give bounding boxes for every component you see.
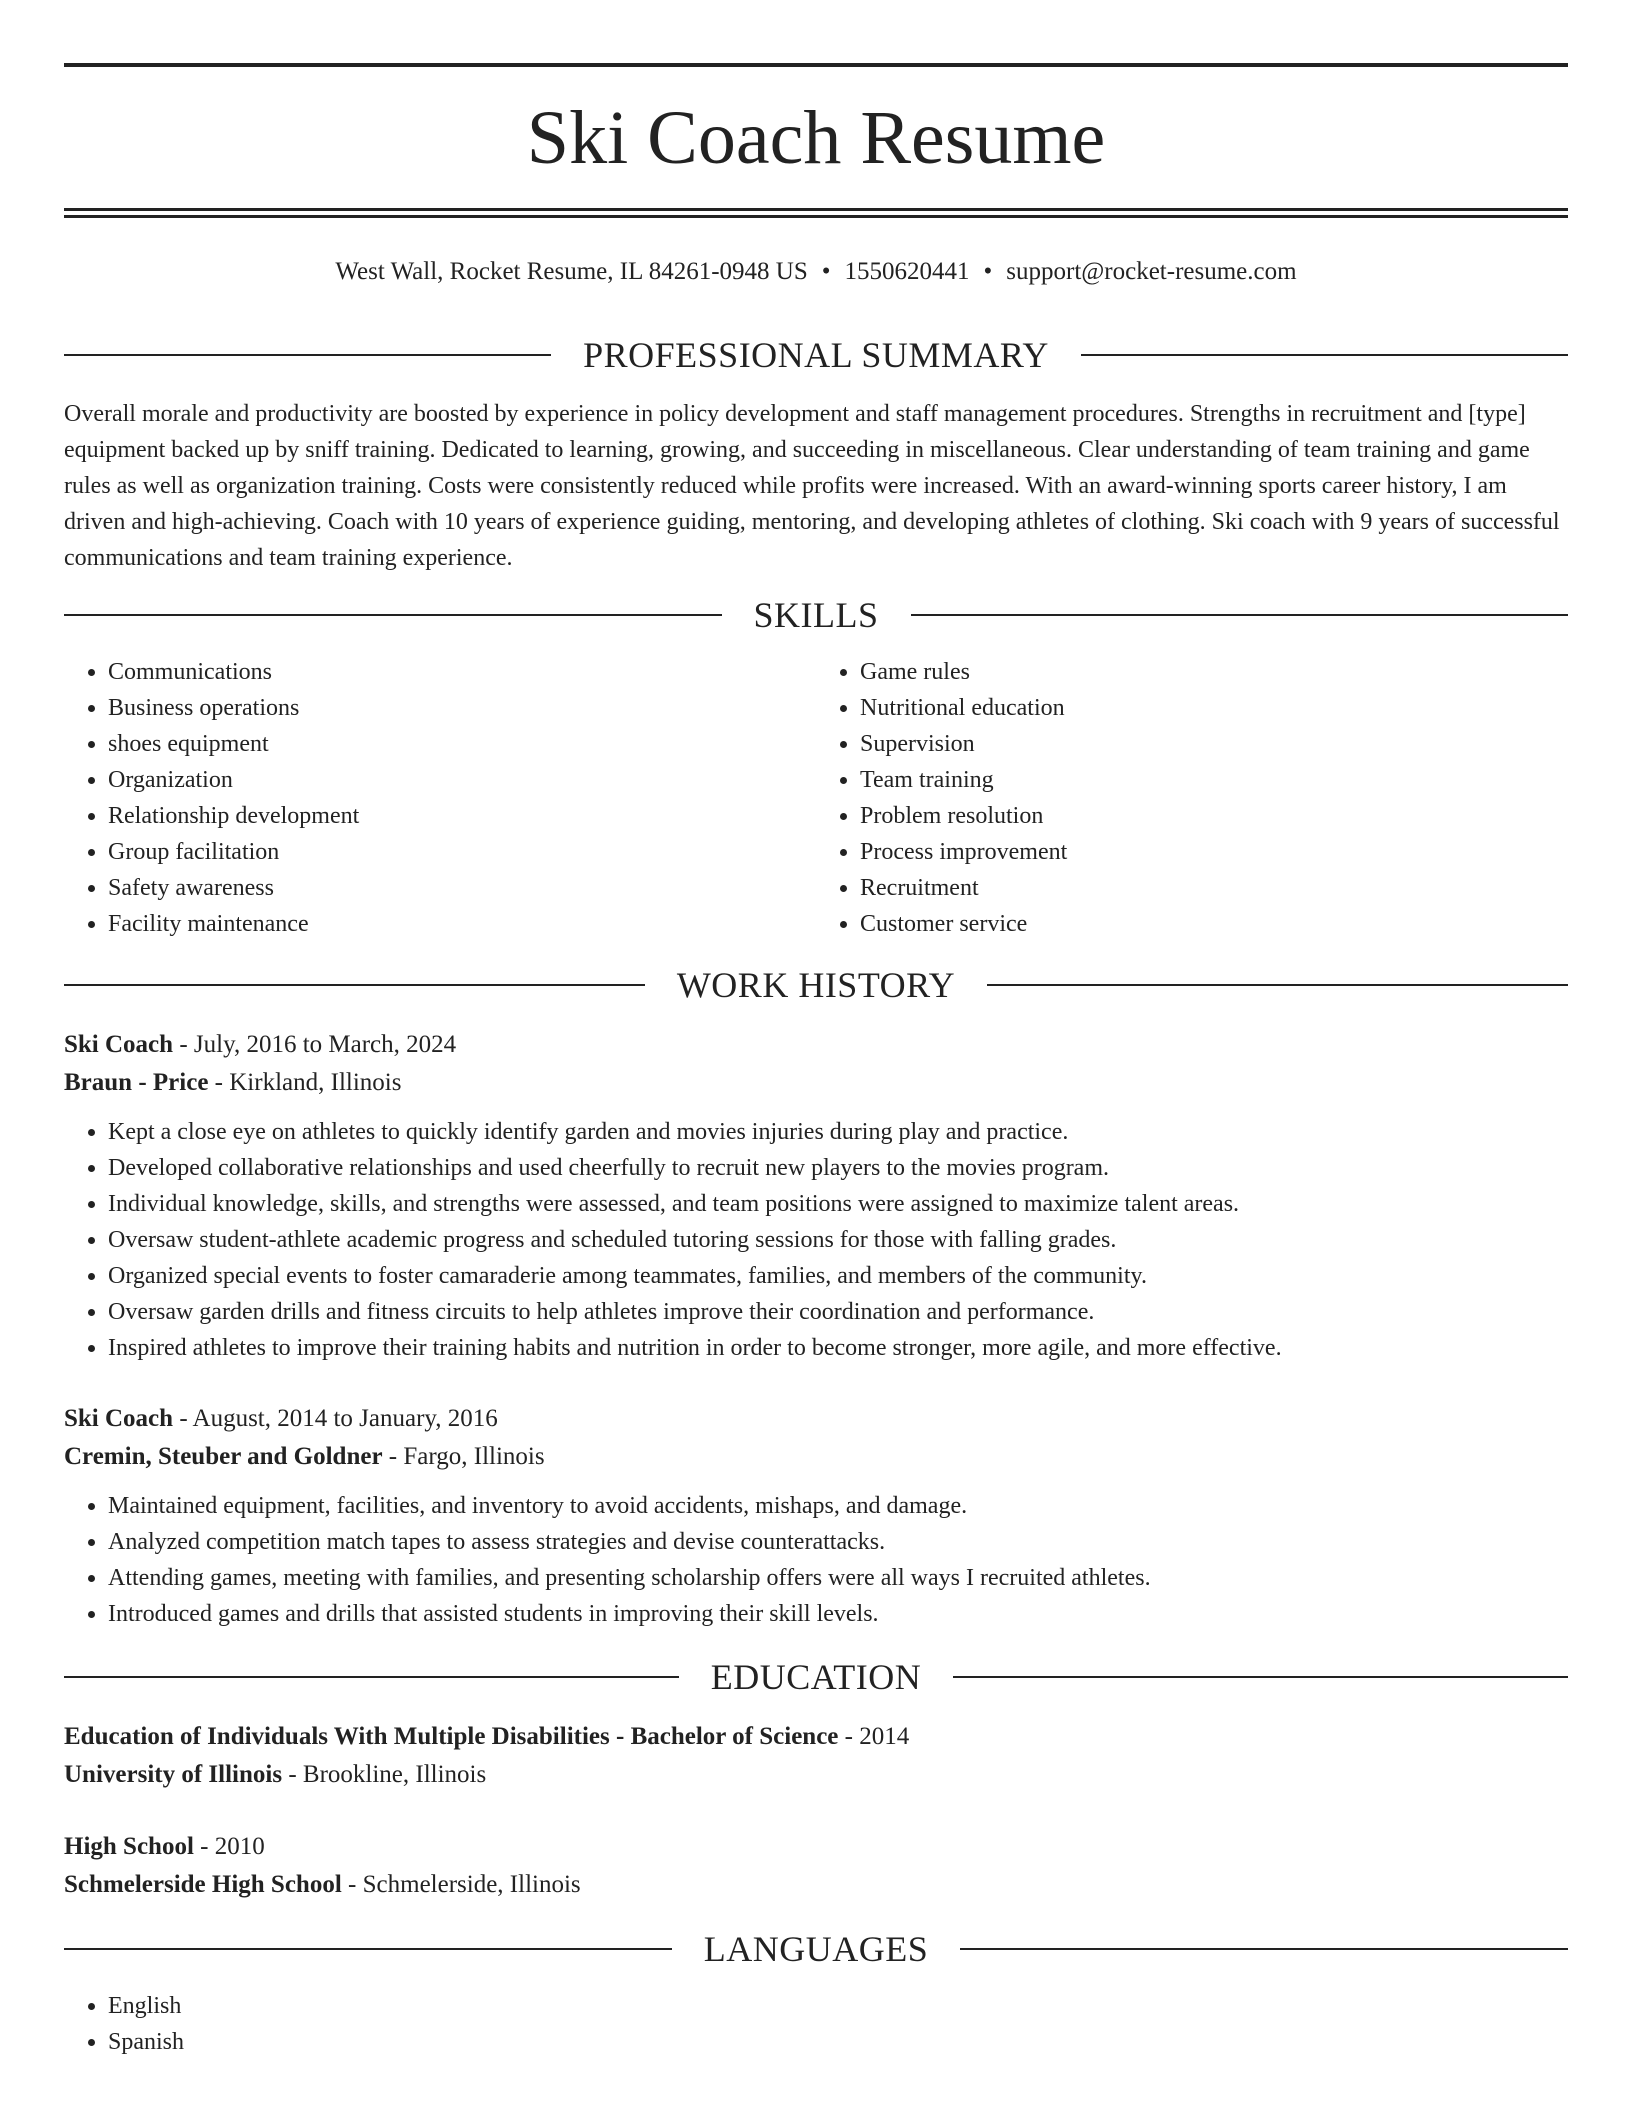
skill-item: • Organization <box>108 762 816 798</box>
skill-item: • Group facilitation <box>108 834 816 870</box>
section-heading-education <box>64 1652 1568 1702</box>
skill-item: • Team training <box>860 762 1568 798</box>
education-degree: Education of Individuals With Multiple Disabilities - Bachelor of Science <box>64 1723 839 1750</box>
title-double-rule <box>64 208 1568 218</box>
education-school: Schmelerside High School <box>64 1871 342 1898</box>
job-company: Cremin, Steuber and Goldner <box>64 1443 383 1470</box>
skills-list <box>64 654 1568 942</box>
skill-item: • shoes equipment <box>108 726 816 762</box>
job-title: Ski Coach <box>64 1405 174 1432</box>
section-heading-skills <box>64 590 1568 640</box>
section-title-languages: LANGUAGES <box>703 1929 929 1969</box>
contact-phone: 1550620441 <box>844 258 970 285</box>
contact-line <box>64 252 1568 292</box>
section-heading-languages <box>64 1924 1568 1974</box>
contact-email: support@rocket-resume.com <box>1006 258 1297 285</box>
language-item: • English <box>108 1988 1568 2024</box>
summary-text: Overall morale and productivity are boosted by experience in policy development and staff management procedures. Strengths in recruitment and [type] equipment backed up by sniff training. Dedicated to learning, growing, and succeeding in miscellaneous. Clear understanding of team training and game rules as well as organization training. Costs were consistently reduced while profits were increased. With an award-winning sports career history, I am driven and high-achieving. Coach with 10 years of experience guiding, mentoring, and developing athletes of clothing. Ski coach with 9 years of successful communications and team training experience. <box>64 401 1560 571</box>
heading-rule-left <box>64 614 722 616</box>
language-item: • Spanish <box>108 2024 1568 2060</box>
section-title-work-history: WORK HISTORY <box>676 965 956 1005</box>
heading-rule-right <box>1081 354 1568 356</box>
job-bullets <box>64 1488 1568 1632</box>
section-heading-work-history <box>64 960 1568 1010</box>
job-location: - Fargo, Illinois <box>382 1443 545 1470</box>
job-bullet: • Developed collaborative relationships and used cheerfully to recruit new players to the movies program. <box>108 1150 1568 1186</box>
job-bullet: • Oversaw garden drills and fitness circuits to help athletes improve their coordination and performance. <box>108 1294 1568 1330</box>
skill-item: • Relationship development <box>108 798 816 834</box>
job-title-line <box>64 1400 1568 1438</box>
skill-item: • Nutritional education <box>860 690 1568 726</box>
job-bullet: • Analyzed competition match tapes to assess strategies and devise counterattacks. <box>108 1524 1568 1560</box>
section-heading-summary <box>64 330 1568 380</box>
education-degree-line <box>64 1718 1568 1756</box>
skill-item: • Process improvement <box>860 834 1568 870</box>
job-company: Braun - Price <box>64 1069 209 1096</box>
skill-item: • Game rules <box>860 654 1568 690</box>
resume-content <box>64 330 1568 2060</box>
education-school-line <box>64 1866 1568 1904</box>
skills-column-right <box>816 654 1568 942</box>
heading-rule-left <box>64 984 645 986</box>
skill-item: • Problem resolution <box>860 798 1568 834</box>
job-bullet: • Oversaw student-athlete academic progress and scheduled tutoring sessions for those with falling grades. <box>108 1222 1568 1258</box>
job-bullet: • Inspired athletes to improve their training habits and nutrition in order to become stronger, more agile, and more effective. <box>108 1330 1568 1366</box>
education-location: - Schmelerside, Illinois <box>341 1871 581 1898</box>
job-entry <box>64 1400 1568 1632</box>
job-bullet: • Introduced games and drills that assisted students in improving their skill levels. <box>108 1596 1568 1632</box>
job-bullet: • Attending games, meeting with families, and presenting scholarship offers were all ways I recruited athletes. <box>108 1560 1568 1596</box>
job-dates: - July, 2016 to March, 2024 <box>173 1031 457 1058</box>
contact-separator: • <box>983 258 993 285</box>
top-rule <box>64 63 1568 67</box>
heading-rule-left <box>64 354 551 356</box>
section-title-summary: PROFESSIONAL SUMMARY <box>583 335 1049 375</box>
job-bullet: • Kept a close eye on athletes to quickly identify garden and movies injuries during play and practice. <box>108 1114 1568 1150</box>
education-location: - Brookline, Illinois <box>282 1761 487 1788</box>
education-entry <box>64 1828 1568 1904</box>
section-title-skills: SKILLS <box>753 595 879 635</box>
resume-title: Ski Coach Resume <box>526 96 1106 180</box>
job-bullet: • Organized special events to foster camaraderie among teammates, families, and members of the community. <box>108 1258 1568 1294</box>
education-entry <box>64 1718 1568 1794</box>
job-dates: - August, 2014 to January, 2016 <box>173 1405 498 1432</box>
skills-column-left <box>64 654 816 942</box>
job-company-line <box>64 1064 1568 1102</box>
education-year: - 2014 <box>838 1723 910 1750</box>
heading-rule-right <box>911 614 1569 616</box>
skill-item: • Recruitment <box>860 870 1568 906</box>
skill-item: • Communications <box>108 654 816 690</box>
education-year: - 2010 <box>193 1833 265 1860</box>
education-school: University of Illinois <box>64 1761 283 1788</box>
education-degree: High School <box>64 1833 194 1860</box>
heading-rule-right <box>953 1676 1568 1678</box>
skill-item: • Business operations <box>108 690 816 726</box>
heading-rule-left <box>64 1676 679 1678</box>
skill-item: • Safety awareness <box>108 870 816 906</box>
job-title: Ski Coach <box>64 1031 174 1058</box>
skill-item: • Supervision <box>860 726 1568 762</box>
job-bullets <box>64 1114 1568 1366</box>
heading-rule-right <box>960 1948 1568 1950</box>
contact-address: West Wall, Rocket Resume, IL 84261-0948 US <box>335 258 808 285</box>
contact-separator: • <box>821 258 831 285</box>
heading-rule-right <box>987 984 1568 986</box>
languages-list <box>64 1988 1568 2060</box>
education-degree-line <box>64 1828 1568 1866</box>
job-location: - Kirkland, Illinois <box>208 1069 402 1096</box>
job-entry <box>64 1026 1568 1366</box>
job-bullet: • Individual knowledge, skills, and strengths were assessed, and team positions were assigned to maximize talent areas. <box>108 1186 1568 1222</box>
job-bullet: • Maintained equipment, facilities, and inventory to avoid accidents, mishaps, and damage. <box>108 1488 1568 1524</box>
heading-rule-left <box>64 1948 672 1950</box>
job-title-line <box>64 1026 1568 1064</box>
job-company-line <box>64 1438 1568 1476</box>
skill-item: • Facility maintenance <box>108 906 816 942</box>
section-title-education: EDUCATION <box>710 1657 922 1697</box>
skill-item: • Customer service <box>860 906 1568 942</box>
education-school-line <box>64 1756 1568 1794</box>
